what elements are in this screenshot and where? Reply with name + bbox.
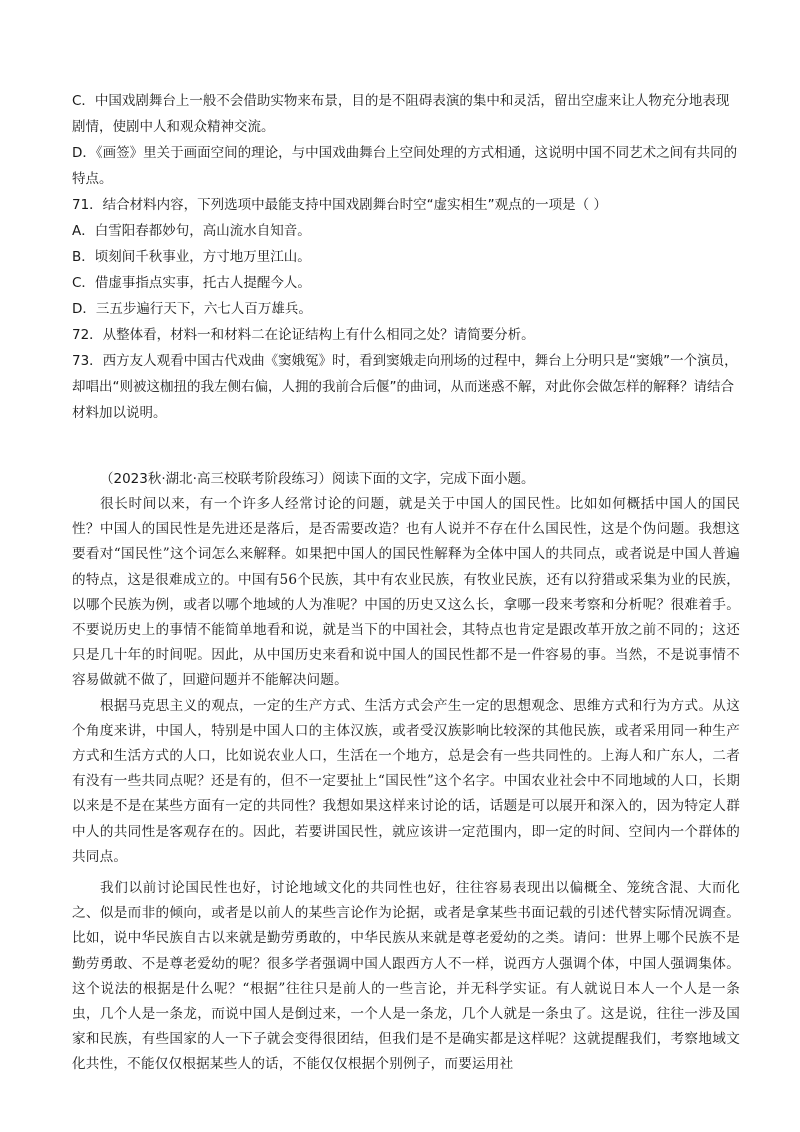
question-73: 73．西方友人观看中国古代戏曲《窦娥冤》时，看到窦娥走向刑场的过程中，舞台上分明只是“窦娥”一个演员，却唱出“则被这枷扭的我左侧右偏，人拥的我前合后偃”的曲词，从而迷惑不解，对此你会做怎样的解释？请结合材料加以说明。: [72, 353, 738, 421]
passage-paragraph-2: 根据马克思主义的观点，一定的生产方式、生活方式会产生一定的思想观念、思维方式和行为方式。从这个角度来讲，中国人，特别是中国人口的主体汉族，或者受汉族影响比较深的其他民族，或者采用同一种生产方式和生活方式的人口，比如说农业人口，生活在一个地方，总是会有一些共同性的。上海人和广东人，二者有没有一些共同点呢？还是有的，但不一定要扯上“国民性”这个名字。中国农业社会中不同地域的人口，长期以来是不是在某些方面有一定的共同性？我想如果这样来讨论的话，话题是可以展开和深入的，因为特定人群中人的共同性是客观存在的。因此，若要讲国民性，就应该讲一定范围内，即一定的时间、空间内一个群体的共同点。: [72, 697, 740, 865]
question-71-stem: 71．结合材料内容，下列选项中最能支持中国戏剧舞台时空“虚实相生”观点的一项是（ ）: [72, 197, 607, 213]
reading-intro: （2023秋·湖北·高三校联考阶段练习）阅读下面的文字，完成下面小题。: [100, 471, 535, 487]
question-70-option-d: D．《画签》里关于画面空间的理论，与中国戏曲舞台上空间处理的方式相通，这说明中国不同艺术之间有共同的特点。: [72, 145, 738, 187]
question-71-option-b: B．顷刻间千秋事业，方寸地万里江山。: [72, 249, 311, 265]
passage-paragraph-1: 很长时间以来，有一个许多人经常讨论的问题，就是关于中国人的国民性。比如如何概括中国人的国民性？中国人的国民性是先进还是落后，是否需要改造？也有人说并不存在什么国民性，这是个伪问题。我想这要看对“国民性”这个词怎么来解释。如果把中国人的国民性解释为全体中国人的共同点，或者说是中国人普遍的特点，这是很难成立的。中国有56个民族，其中有农业民族，有牧业民族，还有以狩猎或采集为业的民族，以哪个民族为例，或者以哪个地域的人为准呢？中国的历史又这么长，拿哪一段来考察和分析呢？很难着手。不要说历史上的事情不能简单地看和说，就是当下的中国社会，其特点也肯定是跟改革开放之前不同的；这还只是几十年的时间呢。因此，从中国历史来看和说中国人的国民性都不是一件容易的事。当然，不是说事情不容易做就不做了，回避问题并不能解决问题。: [72, 496, 740, 689]
question-71-option-d: D．三五步遍行天下，六七人百万雄兵。: [72, 301, 312, 317]
document-page: [72, 88, 740, 1078]
question-71-option-a: A．白雪阳春都妙句，高山流水自知音。: [72, 223, 311, 239]
passage-paragraph-3: 我们以前讨论国民性也好，讨论地域文化的共同性也好，往往容易表现出以偏概全、笼统含混、大而化之、似是而非的倾向，或者是以前人的某些言论作为论据，或者是拿某些书面记载的引述代替实际情况调查。比如，说中华民族自古以来就是勤劳勇敢的，中华民族从来就是尊老爱幼的之类。请问：世界上哪个民族不是勤劳勇敢、不是尊老爱幼的呢？很多学者强调中国人跟西方人不一样，说西方人强调个体，中国人强调集体。这个说法的根据是什么呢？“根据”往往只是前人的一些言论，并无科学实证。有人就说日本人一个人是一条虫，几个人是一条龙，而说中国人是倒过来，一个人是一条龙，几个人就是一条虫了。这是说，往往一涉及国家和民族，有些国家的人一下子就会变得很团结，但我们是不是确实都是这样呢？这就提醒我们，考察地域文化共性，不能仅仅根据某些人的话，不能仅仅根据个别例子，而要运用社: [72, 880, 740, 1073]
question-71-option-c: C．借虚事指点实事，托古人提醒今人。: [72, 275, 311, 291]
question-70-option-c: C．中国戏剧舞台上一般不会借助实物来布景，目的是不阻碍表演的集中和灵活，留出空虚来让人物充分地表现剧情，使剧中人和观众精神交流。: [72, 93, 730, 135]
question-72: 72．从整体看，材料一和材料二在论证结构上有什么相同之处？请简要分析。: [72, 327, 535, 343]
